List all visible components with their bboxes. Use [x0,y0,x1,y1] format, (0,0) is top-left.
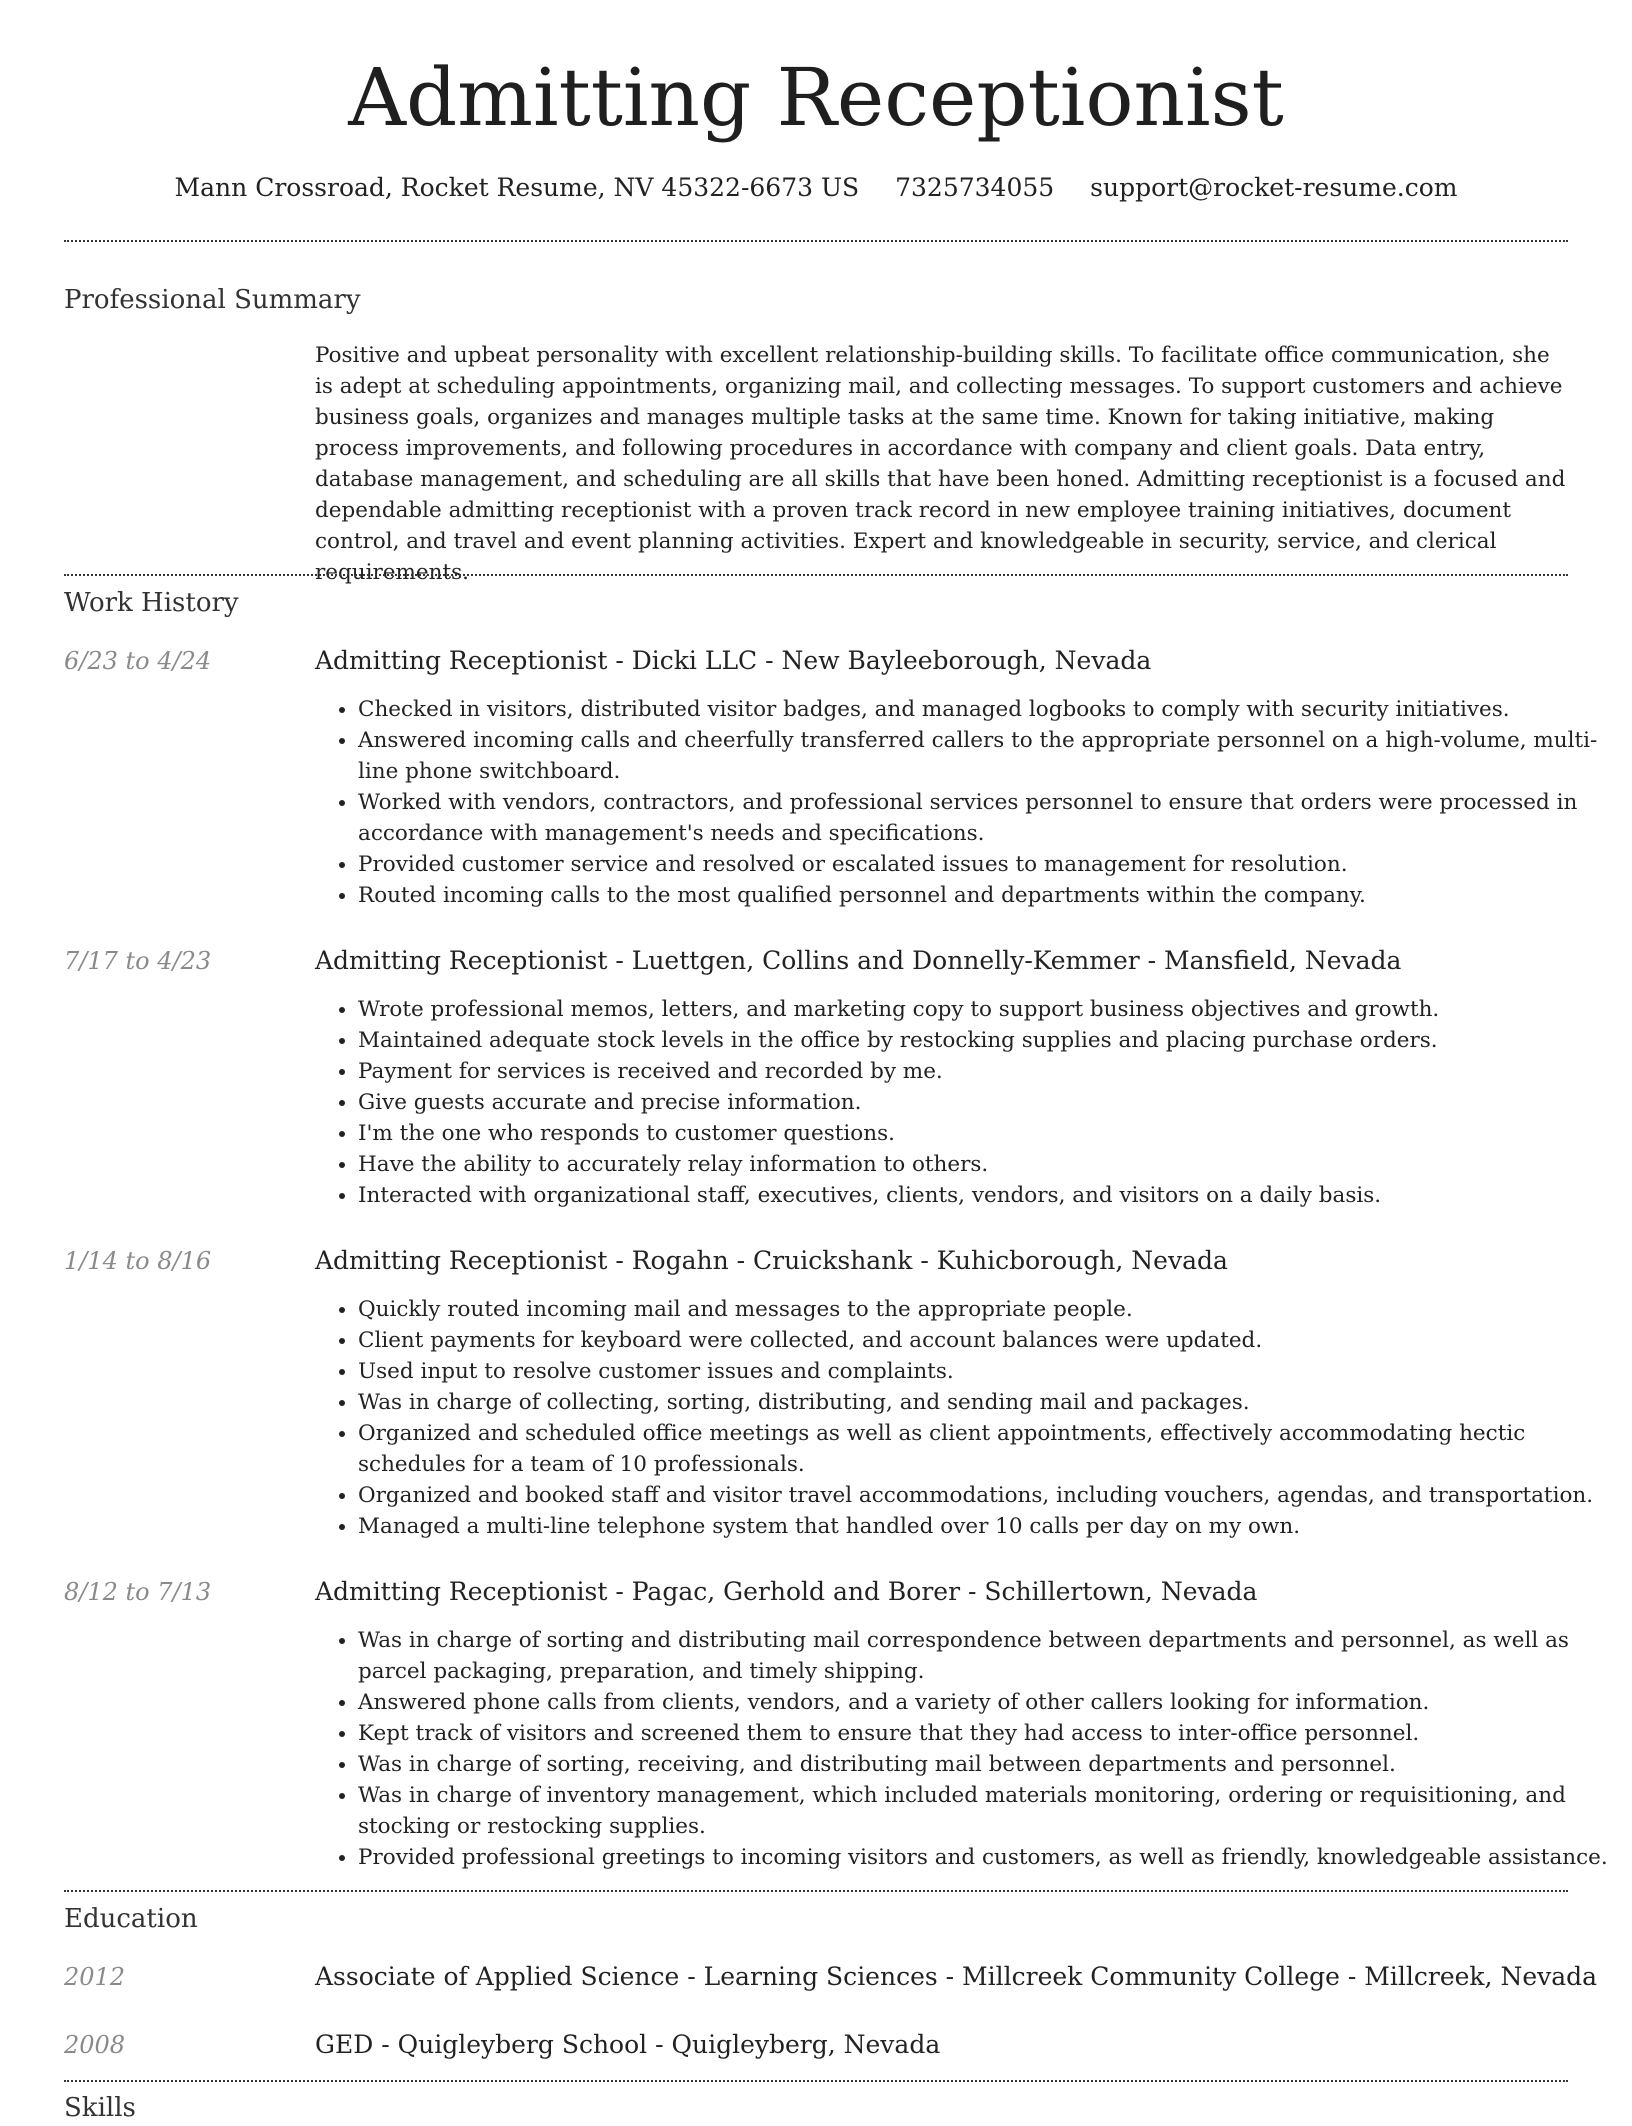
resume-name: Admitting Receptionist [348,51,1284,144]
summary-section-title: Professional Summary [64,285,361,315]
job-bullet: • Answered incoming calls and cheerfully transferred callers to the appropriate personnel on a high-volume, multi-line phone switchboard. [358,725,1608,787]
contact-email: support@rocket-resume.com [1090,173,1458,202]
job-bullet: • Checked in visitors, distributed visitor badges, and managed logbooks to comply with security initiatives. [358,694,1608,725]
education-year: 2012 [64,1963,126,1991]
job-bullet: • Routed incoming calls to the most qualified personnel and departments within the company. [358,880,1608,911]
skills-section-title: Skills [64,2093,136,2123]
job-bullet: • Kept track of visitors and screened them to ensure that they had access to inter-office personnel. [358,1718,1608,1749]
job-bullet: • Quickly routed incoming mail and messages to the appropriate people. [358,1294,1608,1325]
section-divider [64,1890,1568,1892]
job-bullet: • Maintained adequate stock levels in the office by restocking supplies and placing purchase orders. [358,1025,1608,1056]
job-bullet: • Have the ability to accurately relay information to others. [358,1149,1608,1180]
job-bullet: • I'm the one who responds to customer questions. [358,1118,1608,1149]
job-bullets [315,1625,1608,1873]
job-bullet: • Organized and scheduled office meetings as well as client appointments, effectively accommodating hectic schedules for a team of 10 professionals. [358,1418,1608,1480]
job-bullets [315,694,1608,911]
job-bullet: • Was in charge of sorting and distributing mail correspondence between departments and personnel, as well as parcel packaging, preparation, and timely shipping. [358,1625,1608,1687]
job-dates: 8/12 to 7/13 [64,1578,212,1606]
job-dates: 7/17 to 4/23 [64,947,212,975]
section-divider [64,574,1568,576]
job-bullet: • Managed a multi-line telephone system that handled over 10 calls per day on my own. [358,1511,1608,1542]
job-bullet: • Was in charge of inventory management, which included materials monitoring, ordering or requisitioning, and stocking or restocking supplies. [358,1780,1608,1842]
job-bullet: • Was in charge of collecting, sorting, distributing, and sending mail and packages. [358,1387,1608,1418]
job-bullet: • Worked with vendors, contractors, and professional services personnel to ensure that orders were processed in accordance with management's needs and specifications. [358,787,1608,849]
job-bullets [315,1294,1608,1542]
job-bullet: • Was in charge of sorting, receiving, and distributing mail between departments and personnel. [358,1749,1608,1780]
job-bullet: • Give guests accurate and precise information. [358,1087,1608,1118]
job-bullet: • Client payments for keyboard were collected, and account balances were updated. [358,1325,1608,1356]
job-bullet: • Wrote professional memos, letters, and marketing copy to support business objectives and growth. [358,994,1608,1025]
education-entry: GED - Quigleyberg School - Quigleyberg, Nevada [315,2030,941,2059]
education-section-title: Education [64,1904,198,1934]
summary-text: Positive and upbeat personality with excellent relationship-building skills. To facilitate office communication, she is adept at scheduling appointments, organizing mail, and collecting messages. To support customers and achieve business goals, organizes and manages multiple tasks at the same time. Known for taking initiative, making process improvements, and following procedures in accordance with company and client goals. Data entry, database management, and scheduling are all skills that have been honed. Admitting receptionist is a focused and dependable admitting receptionist with a proven track record in new employee training initiatives, document control, and travel and event planning activities. Expert and knowledgeable in security, service, and clerical requirements. [315,343,1566,585]
section-divider [64,240,1568,242]
contact-address: Mann Crossroad, Rocket Resume, NV 45322-6673 US [174,173,860,202]
contact-phone: 7325734055 [895,173,1055,202]
job-bullet: • Organized and booked staff and visitor travel accommodations, including vouchers, agendas, and transportation. [358,1480,1608,1511]
section-divider [64,2080,1568,2082]
job-bullet: • Interacted with organizational staff, executives, clients, vendors, and visitors on a daily basis. [358,1180,1608,1211]
job-bullet: • Payment for services is received and recorded by me. [358,1056,1608,1087]
job-bullet: • Used input to resolve customer issues and complaints. [358,1356,1608,1387]
job-heading: Admitting Receptionist - Luettgen, Collins and Donnelly-Kemmer - Mansfield, Nevada [315,946,1402,975]
work-section-title: Work History [64,588,239,618]
job-bullet: • Provided professional greetings to incoming visitors and customers, as well as friendly, knowledgeable assistance. [358,1842,1608,1873]
job-bullet: • Answered phone calls from clients, vendors, and a variety of other callers looking for information. [358,1687,1608,1718]
job-bullets [315,994,1608,1211]
job-dates: 1/14 to 8/16 [64,1247,212,1275]
job-heading: Admitting Receptionist - Rogahn - Cruickshank - Kuhicborough, Nevada [315,1246,1228,1275]
job-heading: Admitting Receptionist - Pagac, Gerhold and Borer - Schillertown, Nevada [315,1577,1258,1606]
job-dates: 6/23 to 4/24 [64,647,212,675]
job-bullet: • Provided customer service and resolved or escalated issues to management for resolution. [358,849,1608,880]
job-heading: Admitting Receptionist - Dicki LLC - New Bayleeborough, Nevada [315,646,1152,675]
contact-line [0,168,1632,208]
education-entry: Associate of Applied Science - Learning Sciences - Millcreek Community College - Millcreek, Nevada [315,1962,1598,1991]
education-year: 2008 [64,2031,126,2059]
